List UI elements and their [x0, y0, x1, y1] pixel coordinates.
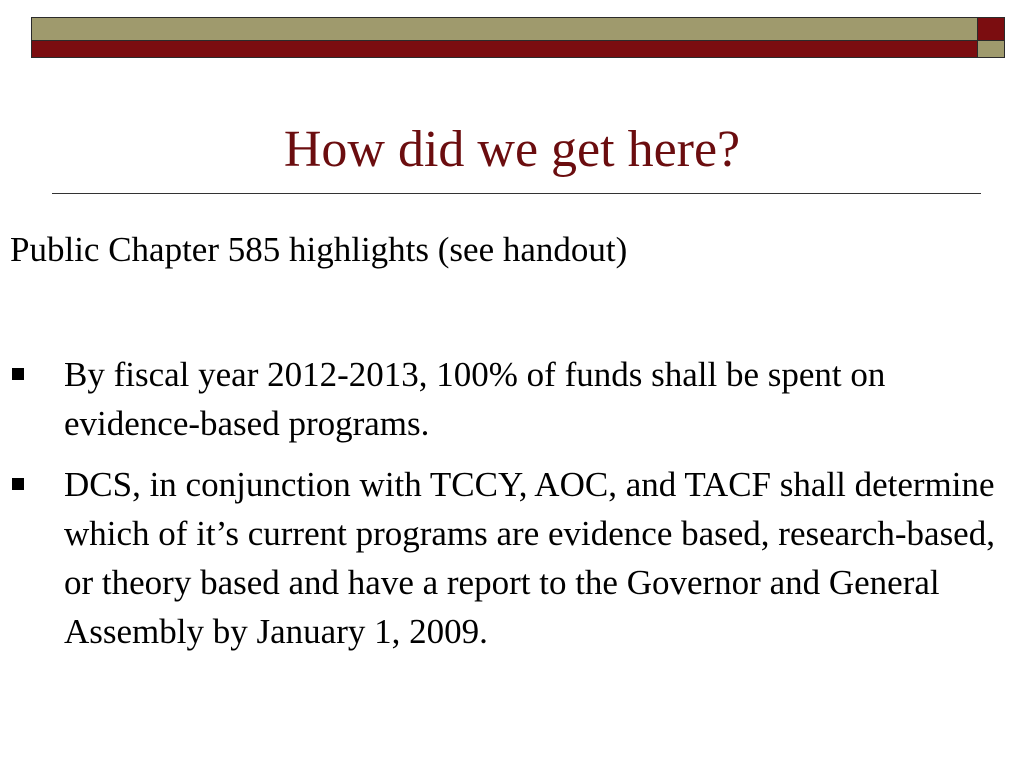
banner-olive-band [31, 17, 978, 41]
decorative-banner [31, 17, 1005, 58]
bullet-text: DCS, in conjunction with TCCY, AOC, and TACF shall determine which of it’s current programs are evidence based, research-based, or theory based and have a report to the Governor and General Assembly by January 1, 2009. [64, 465, 995, 651]
slide-title: How did we get here? [283, 121, 741, 178]
square-bullet-icon [12, 368, 24, 380]
banner-red-band [31, 40, 978, 58]
lead-text: Public Chapter 585 highlights (see handout) [10, 230, 628, 269]
bullet-item [0, 350, 1024, 448]
bullet-list [0, 350, 1024, 668]
banner-olive-square [977, 40, 1005, 58]
bullet-item [0, 460, 1024, 656]
title-divider [52, 193, 981, 194]
square-bullet-icon [12, 478, 24, 490]
banner-red-square [977, 17, 1005, 41]
bullet-text: By fiscal year 2012-2013, 100% of funds shall be spent on evidence-based programs. [64, 355, 886, 443]
